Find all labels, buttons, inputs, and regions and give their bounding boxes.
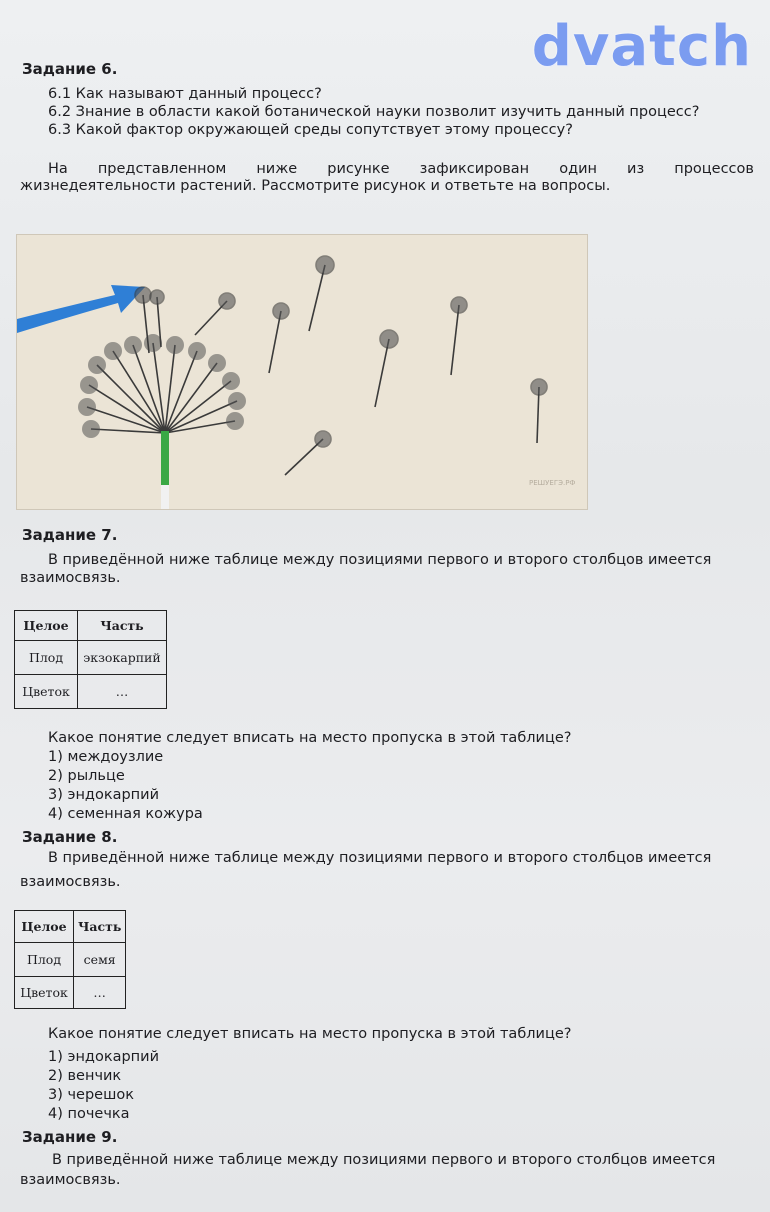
intro-word: процессов: [674, 161, 754, 177]
table-cell: Цветок: [15, 977, 74, 1009]
table-cell: Плод: [15, 641, 78, 675]
task6-question-1: 6.1 Как называют данный процесс?: [48, 86, 322, 102]
task8-options: [48, 1048, 159, 1124]
option-item: 1) междоузлие: [48, 749, 164, 765]
dandelion-illustration: [16, 234, 588, 510]
task6-question-3: 6.3 Какой фактор окружающей среды сопутствует этому процессу?: [48, 122, 573, 138]
option-item: 3) черешок: [48, 1087, 135, 1103]
task8-question: Какое понятие следует вписать на место пропуска в этой таблице?: [48, 1026, 572, 1042]
task8-text-line-1: В приведённой ниже таблице между позициями первого и второго столбцов имеется: [48, 850, 712, 866]
task9-text-line-2: взаимосвязь.: [20, 1172, 121, 1188]
image-credit: РЕШУЕГЭ.РФ: [529, 479, 576, 487]
table-cell: семя: [74, 943, 126, 977]
task7-heading: Задание 7.: [22, 526, 118, 544]
option-item: 2) венчик: [48, 1068, 122, 1084]
dandelion-seed-dispersal-drawing: [17, 235, 587, 509]
task9-text-line-1: В приведённой ниже таблице между позициями первого и второго столбцов имеется: [52, 1152, 716, 1168]
option-item: 3) эндокарпий: [48, 787, 160, 803]
task7-relation-table: [14, 610, 167, 709]
table-cell-blank: …: [78, 675, 167, 709]
task8-text-line-2: взаимосвязь.: [20, 874, 121, 890]
table-header-part: Часть: [78, 611, 167, 641]
task7-text-line-2: взаимосвязь.: [20, 570, 121, 586]
option-item: 1) эндокарпий: [48, 1049, 160, 1065]
task9-heading: Задание 9.: [22, 1128, 118, 1146]
intro-word: ниже: [256, 161, 298, 177]
intro-word: рисунке: [327, 161, 390, 177]
table-cell-blank: …: [74, 977, 126, 1009]
table-cell: экзокарпий: [78, 641, 167, 675]
intro-word: представленном: [97, 161, 227, 177]
table-cell: Цветок: [15, 675, 78, 709]
table-cell: Плод: [15, 943, 74, 977]
table-header-whole: Целое: [15, 911, 74, 943]
task6-question-2: 6.2 Знание в области какой ботанической науки позволит изучить данный процесс?: [48, 104, 700, 120]
option-item: 2) рыльце: [48, 768, 125, 784]
task7-text-line-1: В приведённой ниже таблице между позициями первого и второго столбцов имеется: [48, 552, 712, 568]
task7-question: Какое понятие следует вписать на место пропуска в этой таблице?: [48, 730, 572, 746]
option-item: 4) почечка: [48, 1106, 130, 1122]
task8-heading: Задание 8.: [22, 828, 118, 846]
task8-relation-table: [14, 910, 126, 1009]
task6-heading: Задание 6.: [22, 60, 118, 78]
task6-intro-line-2: жизнедеятельности растений. Рассмотрите рисунок и ответьте на вопросы.: [20, 178, 611, 194]
option-item: 4) семенная кожура: [48, 806, 203, 822]
table-header-part: Часть: [74, 911, 126, 943]
task6-intro-line-1: [48, 160, 754, 178]
watermark-logo: dvatch: [531, 14, 752, 79]
intro-word: один: [559, 161, 598, 177]
intro-word: зафиксирован: [419, 161, 530, 177]
table-header-whole: Целое: [15, 611, 78, 641]
flying-seeds: [135, 256, 547, 475]
wind-arrow-icon: [17, 285, 145, 333]
intro-word: из: [627, 161, 645, 177]
intro-word: На: [48, 161, 68, 177]
task7-options: [48, 748, 203, 824]
